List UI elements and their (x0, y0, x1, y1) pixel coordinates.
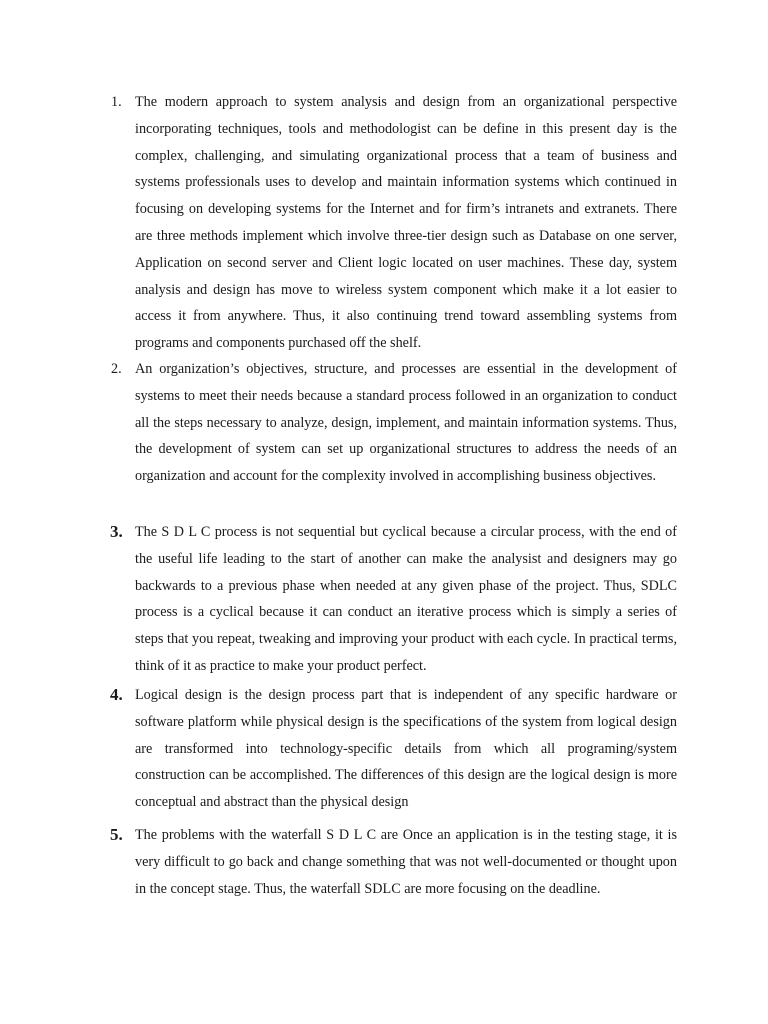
list-item-text: The problems with the waterfall S D L C are Once an application is in the testing stage, it is very difficult to go back and change something that was not well-documented or thought upon in the concept stage. Thus, the waterfall SDLC are more focusing on the deadline. (135, 827, 677, 897)
list-item-2 (111, 356, 677, 490)
list-number: 3. (110, 522, 123, 541)
list-item-5 (110, 822, 677, 902)
list-item-text: The S D L C process is not sequential but cyclical because a circular process, with the end of the useful life leading to the start of another can make the analysist and designers may go backwards to a previous phase when needed at any given phase of the project. Thus, SDLC process is a cyclical because it can conduct an iterative process which is simply a series of steps that you repeat, tweaking and improving your product with each cycle. In practical terms, think of it as practice to make your product perfect. (135, 524, 677, 674)
list-item-4 (110, 682, 677, 816)
list-item-3 (110, 519, 677, 680)
list-item-1 (111, 89, 677, 357)
list-item-text: Logical design is the design process part that is independent of any specific hardware or software platform while physical design is the specifications of the system from logical design are transformed into technology-specific details from which all programing/system construction can be accomplished. The differences of this design are the logical design is more conceptual and abstract than the physical design (135, 687, 677, 811)
list-number: 2. (111, 361, 122, 377)
list-number: 1. (111, 94, 122, 110)
list-number: 5. (110, 825, 123, 844)
list-number: 4. (110, 685, 123, 704)
list-item-text: An organization’s objectives, structure, and processes are essential in the development of systems to meet their needs because a standard process followed in an organization to conduct all the steps necessary to analyze, design, implement, and maintain information systems. Thus, the development of system can set up organizational structures to address the needs of an organization and account for the complexity involved in accomplishing business objectives. (135, 361, 677, 485)
list-item-text: The modern approach to system analysis and design from an organizational perspective incorporating techniques, tools and methodologist can be define in this present day is the complex, challenging, and simulating organizational process that a team of business and systems professionals uses to develop and maintain information systems which continued in focusing on developing systems for the Internet and for firm’s intranets and extranets. There are three methods implement which involve three-tier design such as Database on one server, Application on second server and Client logic located on user machines. These day, system analysis and design has move to wireless system component which make it a lot easier to access it from anywhere. Thus, it also continuing trend toward assembling systems from programs and components purchased off the shelf. (135, 94, 677, 352)
